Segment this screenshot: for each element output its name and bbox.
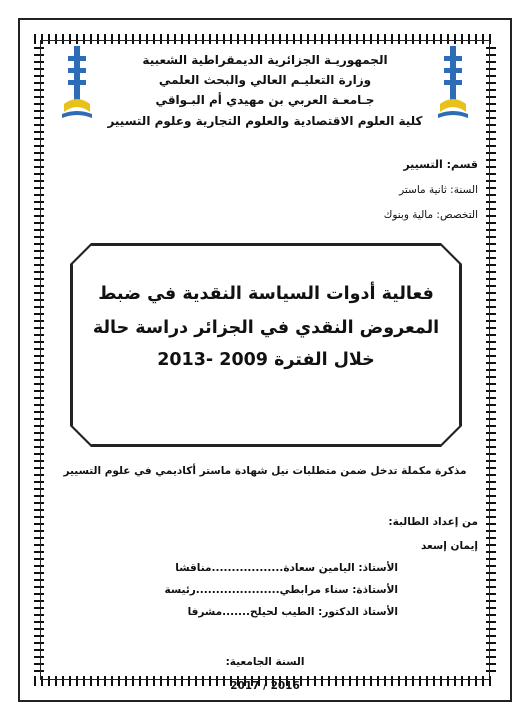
specialty-label: التخصص: مالية وبنوك [383, 209, 478, 221]
memo-statement: مذكرة مكملة تدخل ضمن متطلبات نيل شهادة ماستر أكاديمي في علوم التسيير [63, 465, 467, 477]
prepared-by-label: من إعداد الطالبة: [388, 516, 478, 528]
department-label: قسم: التسيير [403, 158, 478, 171]
thesis-title-line-2: المعروض النقدي في الجزائر دراسة حالة [92, 318, 440, 338]
year-label: السنة: ثانية ماستر [399, 184, 478, 196]
header-faculty: كلية العلوم الاقتصادية والعلوم التجارية وعلوم التسيير [107, 114, 423, 128]
title-box [72, 245, 460, 445]
header-university: جـامعـة العربي بن مهيدي أم البـواقي [155, 93, 375, 107]
jury-member-3: الأستاذ الدكتور: الطيب لحيلح.......مشرفا [187, 606, 398, 618]
thesis-title-line-3: خلال الفترة 2009 -2013 [157, 350, 375, 370]
student-name: إيمان إسعد [420, 540, 478, 552]
thesis-title-line-1: فعالية أدوات السياسة النقدية في ضبط [98, 284, 434, 304]
academic-year: 2017 / 2016 [230, 680, 300, 692]
header-republic: الجمهوريـة الجزائرية الديمقراطية الشعبية [142, 53, 388, 67]
jury-member-2: الأستاذة: سناء مرابطي.....................رئيسة [164, 584, 398, 596]
academic-year-label: السنة الجامعية: [225, 656, 305, 668]
jury-member-1: الأستاذ: اليامين سعادة..................مناقشا [175, 562, 398, 574]
header-ministry: وزارة التعليـم العالي والبحث العلمي [158, 73, 372, 87]
